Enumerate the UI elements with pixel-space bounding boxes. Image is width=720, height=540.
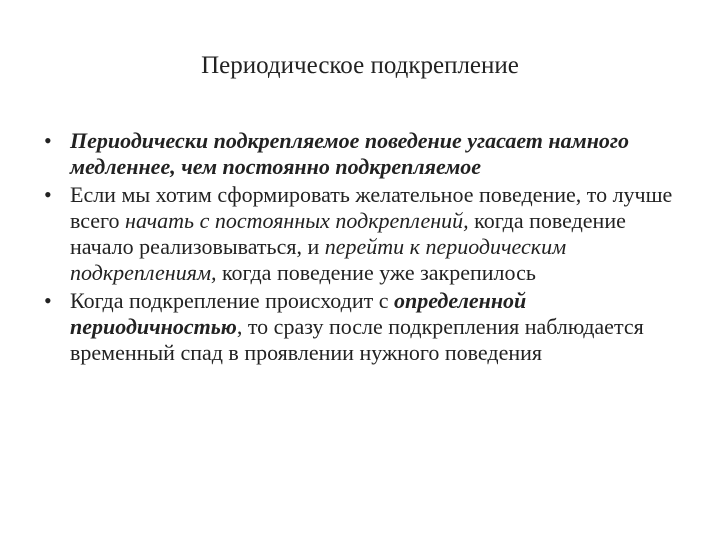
item-1-text-emphasis: Периодически подкрепляемое поведение угасает намного медленнее, чем постоянно подкрепляемое	[70, 128, 630, 179]
item-3-text-emphasis: определенной периодичностью	[70, 288, 527, 339]
bullet-icon: •	[44, 182, 52, 207]
item-3-text: Когда подкрепление происходит с	[70, 288, 394, 313]
list-item	[44, 128, 684, 180]
item-2-text-italic: начать с постоянных подкреплений,	[125, 208, 469, 233]
item-2-text: Если мы хотим сформировать желательное поведение, то лучше всего	[70, 182, 673, 233]
item-2-text: когда поведение уже закрепилось	[216, 260, 536, 285]
item-2-text-italic: перейти к периодическим подкреплениям,	[70, 234, 567, 285]
bullet-icon: •	[44, 128, 52, 153]
list-item	[44, 288, 684, 366]
item-3-text: , то сразу после подкрепления наблюдается временный спад в проявлении нужного поведения	[70, 314, 644, 365]
item-2-text: когда поведение начало реализовываться, и	[70, 208, 626, 259]
slide-title: Периодическое подкрепление	[201, 52, 519, 79]
list-item	[44, 182, 684, 286]
bullet-list	[44, 128, 684, 368]
bullet-icon: •	[44, 288, 52, 313]
